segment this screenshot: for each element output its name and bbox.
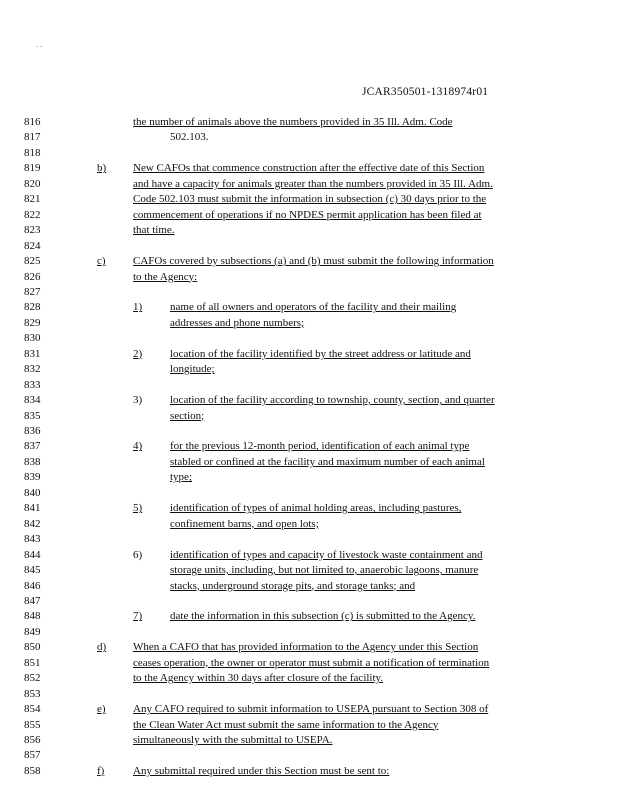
document-line xyxy=(0,719,618,732)
line-number: 844 xyxy=(24,548,41,561)
document-line xyxy=(0,301,618,314)
document-line xyxy=(0,286,618,299)
item-label: 2) xyxy=(133,347,143,360)
line-text: stabled or confined at the facility and maximum number of each animal xyxy=(170,455,485,468)
document-line xyxy=(0,610,618,623)
line-number: 853 xyxy=(24,687,41,700)
line-number: 823 xyxy=(24,224,41,237)
line-number: 839 xyxy=(24,471,41,484)
document-line xyxy=(0,332,618,345)
document-line xyxy=(0,394,618,407)
document-line xyxy=(0,209,618,222)
document-line xyxy=(0,147,618,160)
document-line xyxy=(0,564,618,577)
line-number: 825 xyxy=(24,255,41,268)
document-line xyxy=(0,255,618,268)
subsection-label: f) xyxy=(97,764,105,777)
document-line xyxy=(0,734,618,747)
subsection-label: b) xyxy=(97,162,107,175)
line-number: 833 xyxy=(24,378,41,391)
document-line xyxy=(0,410,618,423)
line-text: longitude; xyxy=(170,363,215,376)
item-label: 5) xyxy=(133,502,143,515)
item-label: 7) xyxy=(133,610,143,623)
document-line xyxy=(0,425,618,438)
item-label: 3) xyxy=(133,394,143,407)
line-text: location of the facility according to township, county, section, and quarter xyxy=(170,394,495,407)
document-line xyxy=(0,487,618,500)
line-number: 828 xyxy=(24,301,41,314)
line-number: 817 xyxy=(24,131,41,144)
line-number: 826 xyxy=(24,270,41,283)
line-number: 820 xyxy=(24,177,41,190)
line-number: 855 xyxy=(24,718,41,731)
line-number: 816 xyxy=(24,116,41,128)
document-line xyxy=(0,641,618,654)
line-number: 821 xyxy=(24,193,41,206)
line-number: 852 xyxy=(24,672,41,685)
line-text: to the Agency: xyxy=(133,270,198,283)
line-text: storage units, including, but not limited to, anaerobic lagoons, manure xyxy=(170,564,479,577)
scan-mark: . . xyxy=(36,40,42,49)
document-line xyxy=(0,749,618,762)
line-text: ceases operation, the owner or operator must submit a notification of termination xyxy=(133,656,490,669)
document-line xyxy=(0,379,618,392)
document-line xyxy=(0,626,618,639)
line-number: 824 xyxy=(24,239,41,252)
line-number: 829 xyxy=(24,316,41,329)
line-number: 818 xyxy=(24,146,41,159)
line-text: 502.103. xyxy=(170,131,209,144)
line-number: 842 xyxy=(24,517,41,530)
line-text: the Clean Water Act must submit the same information to the Agency xyxy=(133,718,439,731)
line-number: 835 xyxy=(24,409,41,422)
document-line xyxy=(0,271,618,284)
line-number: 848 xyxy=(24,610,41,623)
line-text: section; xyxy=(170,409,205,422)
line-number: 841 xyxy=(24,502,41,515)
document-line xyxy=(0,178,618,191)
item-label: 6) xyxy=(133,548,143,561)
document-line xyxy=(0,456,618,469)
line-text: New CAFOs that commence construction after the effective date of this Section xyxy=(133,162,485,175)
line-number: 830 xyxy=(24,332,41,345)
line-text: identification of types and capacity of livestock waste containment and xyxy=(170,548,483,561)
line-text: When a CAFO that has provided information to the Agency under this Section xyxy=(133,641,479,654)
line-text: name of all owners and operators of the facility and their mailing xyxy=(170,301,457,314)
line-number: 850 xyxy=(24,641,41,654)
document-line xyxy=(0,240,618,253)
line-text: simultaneously with the submittal to USEPA. xyxy=(133,734,333,746)
line-text: location of the facility identified by the street address or latitude and xyxy=(170,347,471,360)
line-text: Any CAFO required to submit information to USEPA pursuant to Section 308 of xyxy=(133,703,489,716)
line-number: 847 xyxy=(24,594,41,607)
line-text: addresses and phone numbers; xyxy=(170,316,305,329)
document-line xyxy=(0,162,618,175)
line-number: 843 xyxy=(24,533,41,546)
line-text: and have a capacity for animals greater than the numbers provided in 35 Ill. Adm. xyxy=(133,177,493,190)
document-line xyxy=(0,595,618,608)
document-line xyxy=(0,672,618,685)
line-text: confinement barns, and open lots; xyxy=(170,517,319,530)
line-number: 846 xyxy=(24,579,41,592)
document-line xyxy=(0,471,618,484)
document-line xyxy=(0,502,618,515)
line-text: identification of types of animal holding areas, including pastures, xyxy=(170,502,462,515)
line-text: for the previous 12-month period, identification of each animal type xyxy=(170,440,470,453)
line-number: 831 xyxy=(24,347,41,360)
line-number: 851 xyxy=(24,656,41,669)
line-text: type; xyxy=(170,471,192,484)
line-number: 856 xyxy=(24,734,41,746)
line-number: 837 xyxy=(24,440,41,453)
line-text: date the information in this subsection (c) is submitted to the Agency. xyxy=(170,610,476,623)
document-id: JCAR350501-1318974r01 xyxy=(362,86,489,98)
document-line xyxy=(0,363,618,376)
item-label: 1) xyxy=(133,301,143,314)
subsection-label: e) xyxy=(97,703,106,716)
line-number: 854 xyxy=(24,703,41,716)
line-number: 849 xyxy=(24,625,41,638)
document-line xyxy=(0,688,618,701)
line-number: 832 xyxy=(24,363,41,376)
document-line xyxy=(0,580,618,593)
line-number: 858 xyxy=(24,764,41,777)
document-line xyxy=(0,131,618,144)
line-number: 836 xyxy=(24,425,41,437)
subsection-label: d) xyxy=(97,641,107,654)
line-text: commencement of operations if no NPDES permit application has been filed at xyxy=(133,208,482,221)
document-line xyxy=(0,765,618,778)
document-line xyxy=(0,193,618,206)
document-line xyxy=(0,703,618,716)
document-line xyxy=(0,317,618,330)
line-number: 845 xyxy=(24,564,41,577)
line-text: stacks, underground storage pits, and storage tanks; and xyxy=(170,579,416,592)
document-line xyxy=(0,224,618,237)
line-text: Any submittal required under this Section must be sent to: xyxy=(133,764,390,777)
line-number: 834 xyxy=(24,394,41,407)
line-text: that time. xyxy=(133,224,175,237)
document-line xyxy=(0,518,618,531)
line-number: 838 xyxy=(24,455,41,468)
line-number: 827 xyxy=(24,285,41,298)
subsection-label: c) xyxy=(97,255,106,268)
document-line xyxy=(0,116,618,129)
line-text: the number of animals above the numbers provided in 35 Ill. Adm. Code xyxy=(133,116,453,128)
line-number: 819 xyxy=(24,162,41,175)
item-label: 4) xyxy=(133,440,143,453)
line-number: 822 xyxy=(24,208,41,221)
line-number: 840 xyxy=(24,486,41,499)
line-text: CAFOs covered by subsections (a) and (b) must submit the following information xyxy=(133,255,494,268)
line-number: 857 xyxy=(24,749,41,762)
document-line xyxy=(0,657,618,670)
line-text: to the Agency within 30 days after closure of the facility. xyxy=(133,672,384,685)
line-text: Code 502.103 must submit the information in subsection (c) 30 days prior to the xyxy=(133,193,487,206)
document-line xyxy=(0,440,618,453)
document-line xyxy=(0,549,618,562)
document-line xyxy=(0,533,618,546)
document-line xyxy=(0,348,618,361)
